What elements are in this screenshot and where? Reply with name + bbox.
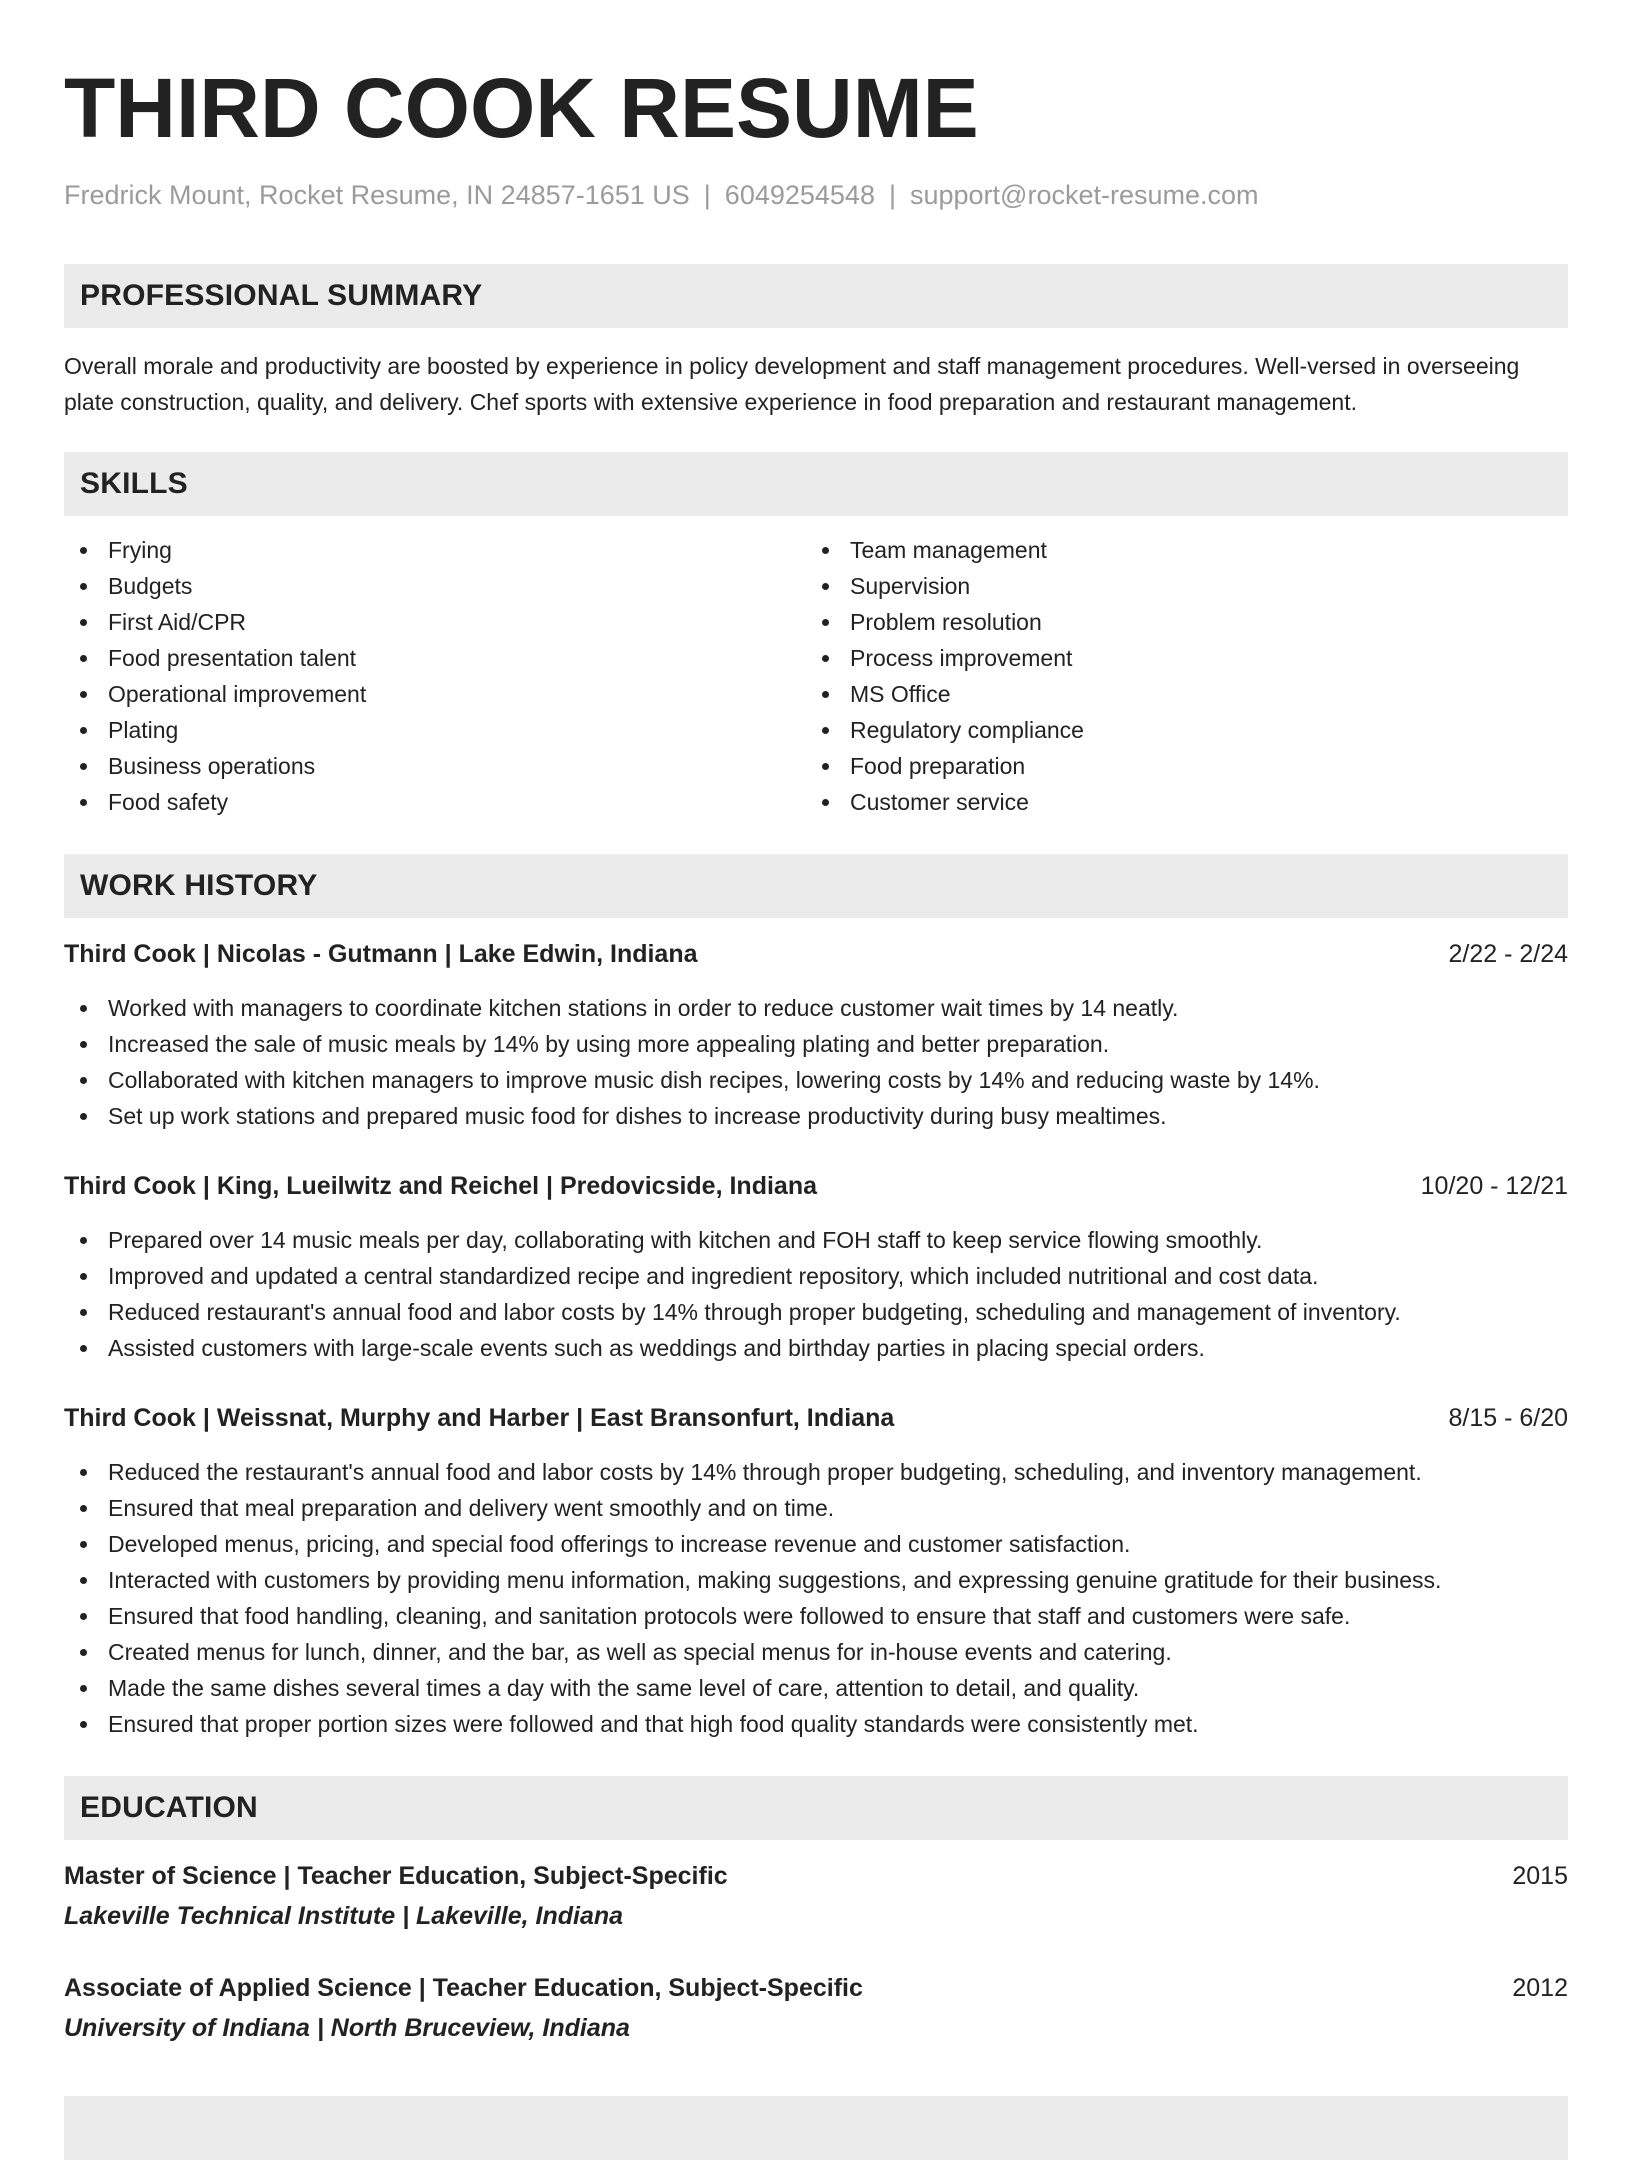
skill-item: Food preparation bbox=[806, 748, 1548, 784]
education-year: 2015 bbox=[1512, 1862, 1568, 1890]
job-bullet: Ensured that food handling, cleaning, and sanitation protocols were followed to ensure that staff and customers were safe. bbox=[64, 1598, 1568, 1634]
job-bullet: Worked with managers to coordinate kitchen stations in order to reduce customer wait times by 14 neatly. bbox=[64, 990, 1568, 1026]
contact-separator: | bbox=[703, 180, 711, 210]
skill-item: MS Office bbox=[806, 676, 1548, 712]
job-header bbox=[64, 1400, 1568, 1436]
resume-title: THIRD COOK RESUME bbox=[64, 61, 979, 155]
education-degree: Master of Science | Teacher Education, Subject-Specific bbox=[64, 1862, 728, 1890]
job-bullet: Ensured that proper portion sizes were followed and that high food quality standards were consistently met. bbox=[64, 1706, 1568, 1742]
job-title: Third Cook | King, Lueilwitz and Reichel | Predovicside, Indiana bbox=[64, 1172, 817, 1200]
job-dates: 8/15 - 6/20 bbox=[1448, 1404, 1568, 1432]
job-bullet: Reduced the restaurant's annual food and labor costs by 14% through proper budgeting, scheduling, and inventory management. bbox=[64, 1454, 1568, 1490]
education-year: 2012 bbox=[1512, 1974, 1568, 2002]
job-dates: 2/22 - 2/24 bbox=[1448, 940, 1568, 968]
job-bullet: Ensured that meal preparation and delivery went smoothly and on time. bbox=[64, 1490, 1568, 1526]
summary-text: Overall morale and productivity are boosted by experience in policy development and staff management procedures. Well-versed in overseeing plate construction, quality, and delivery. Chef sports with extensive experience in food preparation and restaurant management. bbox=[64, 353, 1520, 415]
skills-grid bbox=[64, 532, 1568, 820]
job-bullet: Collaborated with kitchen managers to improve music dish recipes, lowering costs by 14% and reducing waste by 14%. bbox=[64, 1062, 1568, 1098]
job-title: Third Cook | Nicolas - Gutmann | Lake Edwin, Indiana bbox=[64, 940, 698, 968]
education-entry bbox=[64, 1858, 1568, 1934]
section-heading-skills: SKILLS bbox=[64, 452, 1568, 516]
job-bullet: Prepared over 14 music meals per day, collaborating with kitchen and FOH staff to keep service flowing smoothly. bbox=[64, 1222, 1568, 1258]
job-entry bbox=[64, 936, 1568, 1134]
next-section-band bbox=[64, 2096, 1568, 2160]
job-dates: 10/20 - 12/21 bbox=[1420, 1172, 1568, 1200]
skill-item: Regulatory compliance bbox=[806, 712, 1548, 748]
job-header bbox=[64, 936, 1568, 972]
section-heading-education: EDUCATION bbox=[64, 1776, 1568, 1840]
job-bullets bbox=[64, 1454, 1568, 1742]
job-bullet: Made the same dishes several times a day with the same level of care, attention to detail, and quality. bbox=[64, 1670, 1568, 1706]
job-header bbox=[64, 1168, 1568, 1204]
job-bullet: Improved and updated a central standardized recipe and ingredient repository, which included nutritional and cost data. bbox=[64, 1258, 1568, 1294]
education-degree: Associate of Applied Science | Teacher Education, Subject-Specific bbox=[64, 1974, 863, 2002]
skill-item: Operational improvement bbox=[64, 676, 806, 712]
job-entry bbox=[64, 1400, 1568, 1742]
skill-item: Process improvement bbox=[806, 640, 1548, 676]
job-bullet: Assisted customers with large-scale events such as weddings and birthday parties in placing special orders. bbox=[64, 1330, 1568, 1366]
education-school: Lakeville Technical Institute | Lakeville, Indiana bbox=[64, 1902, 624, 1930]
job-bullet: Reduced restaurant's annual food and labor costs by 14% through proper budgeting, scheduling and management of inventory. bbox=[64, 1294, 1568, 1330]
section-heading-summary: PROFESSIONAL SUMMARY bbox=[64, 264, 1568, 328]
job-bullet: Created menus for lunch, dinner, and the bar, as well as special menus for in-house events and catering. bbox=[64, 1634, 1568, 1670]
skills-column-left bbox=[64, 532, 806, 820]
contact-separator: | bbox=[888, 180, 896, 210]
section-heading-work-history: WORK HISTORY bbox=[64, 854, 1568, 918]
job-bullet: Increased the sale of music meals by 14% by using more appealing plating and better preparation. bbox=[64, 1026, 1568, 1062]
skill-item: Frying bbox=[64, 532, 806, 568]
contact-address: Fredrick Mount, Rocket Resume, IN 24857-1651 US bbox=[64, 180, 690, 210]
education-school: University of Indiana | North Bruceview, Indiana bbox=[64, 2014, 630, 2042]
skill-item: Food safety bbox=[64, 784, 806, 820]
education-entry bbox=[64, 1970, 1568, 2046]
job-bullet: Developed menus, pricing, and special food offerings to increase revenue and customer satisfaction. bbox=[64, 1526, 1568, 1562]
education-header bbox=[64, 1970, 1568, 2006]
job-title: Third Cook | Weissnat, Murphy and Harber | East Bransonfurt, Indiana bbox=[64, 1404, 895, 1432]
education-header bbox=[64, 1858, 1568, 1894]
job-bullets bbox=[64, 990, 1568, 1134]
skill-item: Supervision bbox=[806, 568, 1548, 604]
skill-item: Plating bbox=[64, 712, 806, 748]
skill-item: Budgets bbox=[64, 568, 806, 604]
contact-line bbox=[64, 178, 1568, 212]
job-bullet: Set up work stations and prepared music food for dishes to increase productivity during busy mealtimes. bbox=[64, 1098, 1568, 1134]
contact-email: support@rocket-resume.com bbox=[909, 180, 1259, 210]
skill-item: Team management bbox=[806, 532, 1548, 568]
contact-phone: 6049254548 bbox=[724, 180, 875, 210]
skill-item: Problem resolution bbox=[806, 604, 1548, 640]
skill-item: Business operations bbox=[64, 748, 806, 784]
skills-column-right bbox=[806, 532, 1548, 820]
skill-item: Customer service bbox=[806, 784, 1548, 820]
skill-item: Food presentation talent bbox=[64, 640, 806, 676]
skill-item: First Aid/CPR bbox=[64, 604, 806, 640]
job-entry bbox=[64, 1168, 1568, 1366]
job-bullets bbox=[64, 1222, 1568, 1366]
job-bullet: Interacted with customers by providing menu information, making suggestions, and expressing genuine gratitude for their business. bbox=[64, 1562, 1568, 1598]
